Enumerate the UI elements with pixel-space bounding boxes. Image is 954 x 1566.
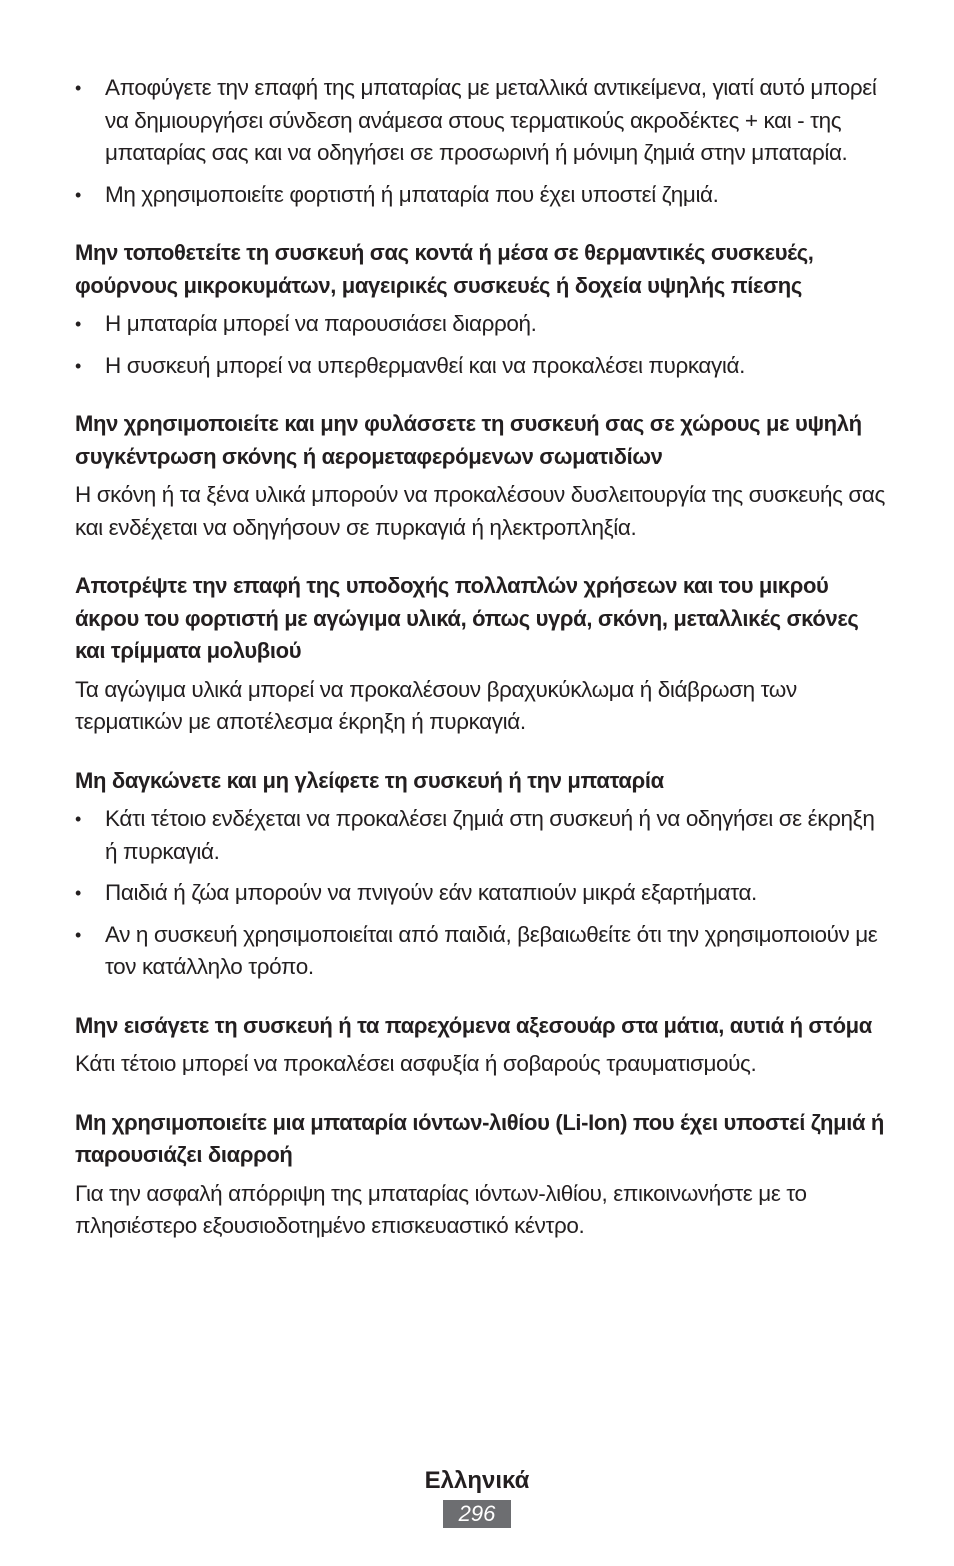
section-heading: Μη δαγκώνετε και μη γλείφετε τη συσκευή ή την μπαταρία [75,767,664,793]
bullet-list [75,72,885,211]
section-heating-devices [75,237,885,382]
list-item-text: Η συσκευή μπορεί να υπερθερμανθεί και να προκαλέσει πυρκαγιά. [105,352,745,378]
list-item [75,350,885,383]
list-item [75,919,885,984]
section-heading: Μη χρησιμοποιείτε μια μπαταρία ιόντων-λιθίου (Li-Ion) που έχει υποστεί ζημιά ή παρουσιάζει διαρροή [75,1109,884,1167]
bullet-list [75,803,885,984]
page-number: 296 [443,1500,511,1528]
list-item-text: Μη χρησιμοποιείτε φορτιστή ή μπαταρία που έχει υποστεί ζημιά. [105,181,719,207]
list-item-text: Η μπαταρία μπορεί να παρουσιάσει διαρροή. [105,311,537,336]
bullet-icon: • [75,883,81,903]
list-item [75,72,885,170]
section-heading: Αποτρέψτε την επαφή της υποδοχής πολλαπλών χρήσεων και του μικρού άκρου του φορτιστή με αγώγιμα υλικά, όπως υγρά, σκόνη, μεταλλικές σκόνες και τρίμματα μολυβιού [75,573,859,663]
section-heading: Μην τοποθετείτε τη συσκευή σας κοντά ή μέσα σε θερμαντικές συσκευές, φούρνους μικροκυμάτων, μαγειρικές συσκευές ή δοχεία υψηλής πίεσης [75,240,814,298]
section-battery-contact [75,72,885,211]
list-item-text: Αν η συσκευή χρησιμοποιείται από παιδιά, βεβαιωθείτε ότι την χρησιμοποιούν με τον κατάλληλο τρόπο. [105,921,878,979]
list-item-text: Παιδιά ή ζώα μπορούν να πνιγούν εάν καταπιούν μικρά εξαρτήματα. [105,880,757,905]
list-item [75,803,885,868]
section-dust [75,408,885,544]
section-biting [75,765,885,984]
section-eyes-ears-mouth [75,1010,885,1081]
bullet-icon: • [75,184,81,205]
section-text: Κάτι τέτοιο μπορεί να προκαλέσει ασφυξία ή σοβαρούς τραυματισμούς. [75,1051,757,1076]
document-body [75,72,885,1243]
footer-language: Ελληνικά [424,1467,530,1494]
bullet-icon: • [75,924,81,945]
bullet-list [75,308,885,382]
bullet-icon: • [75,355,81,376]
page-footer [0,1466,954,1528]
section-conductive-materials [75,570,885,739]
list-item [75,179,885,212]
section-text: Η σκόνη ή τα ξένα υλικά μπορούν να προκαλέσουν δυσλειτουργία της συσκευής σας και ενδέχεται να οδηγήσουν σε πυρκαγιά ή ηλεκτροπληξία. [75,482,885,540]
bullet-icon: • [75,78,81,98]
section-heading: Μην χρησιμοποιείτε και μην φυλάσσετε τη συσκευή σας σε χώρους με υψηλή συγκέντρωση σκόνης ή αερομεταφερόμενων σωματιδίων [75,411,862,469]
list-item-text: Αποφύγετε την επαφή της μπαταρίας με μεταλλικά αντικείμενα, γιατί αυτό μπορεί να δημιουργήσει σύνδεση ανάμεσα στους τερματικούς ακροδέκτες + και - της μπαταρίας σας και να οδηγήσει σε προσωρινή ή μόνιμη ζημιά στην μπαταρία. [105,75,877,165]
section-heading: Μην εισάγετε τη συσκευή ή τα παρεχόμενα αξεσουάρ στα μάτια, αυτιά ή στόμα [75,1012,872,1038]
list-item [75,308,885,341]
section-li-ion-battery [75,1107,885,1243]
list-item-text: Κάτι τέτοιο ενδέχεται να προκαλέσει ζημιά στη συσκευή ή να οδηγήσει σε έκρηξη ή πυρκαγιά. [105,806,875,864]
list-item [75,877,885,910]
section-text: Για την ασφαλή απόρριψη της μπαταρίας ιόντων-λιθίου, επικοινωνήστε με το πλησιέστερο εξουσιοδοτημένο επισκευαστικό κέντρο. [75,1180,807,1238]
section-text: Τα αγώγιμα υλικά μπορεί να προκαλέσουν βραχυκύκλωμα ή διάβρωση των τερματικών με αποτέλεσμα έκρηξη ή πυρκαγιά. [75,676,797,734]
bullet-icon: • [75,809,81,829]
bullet-icon: • [75,314,81,334]
